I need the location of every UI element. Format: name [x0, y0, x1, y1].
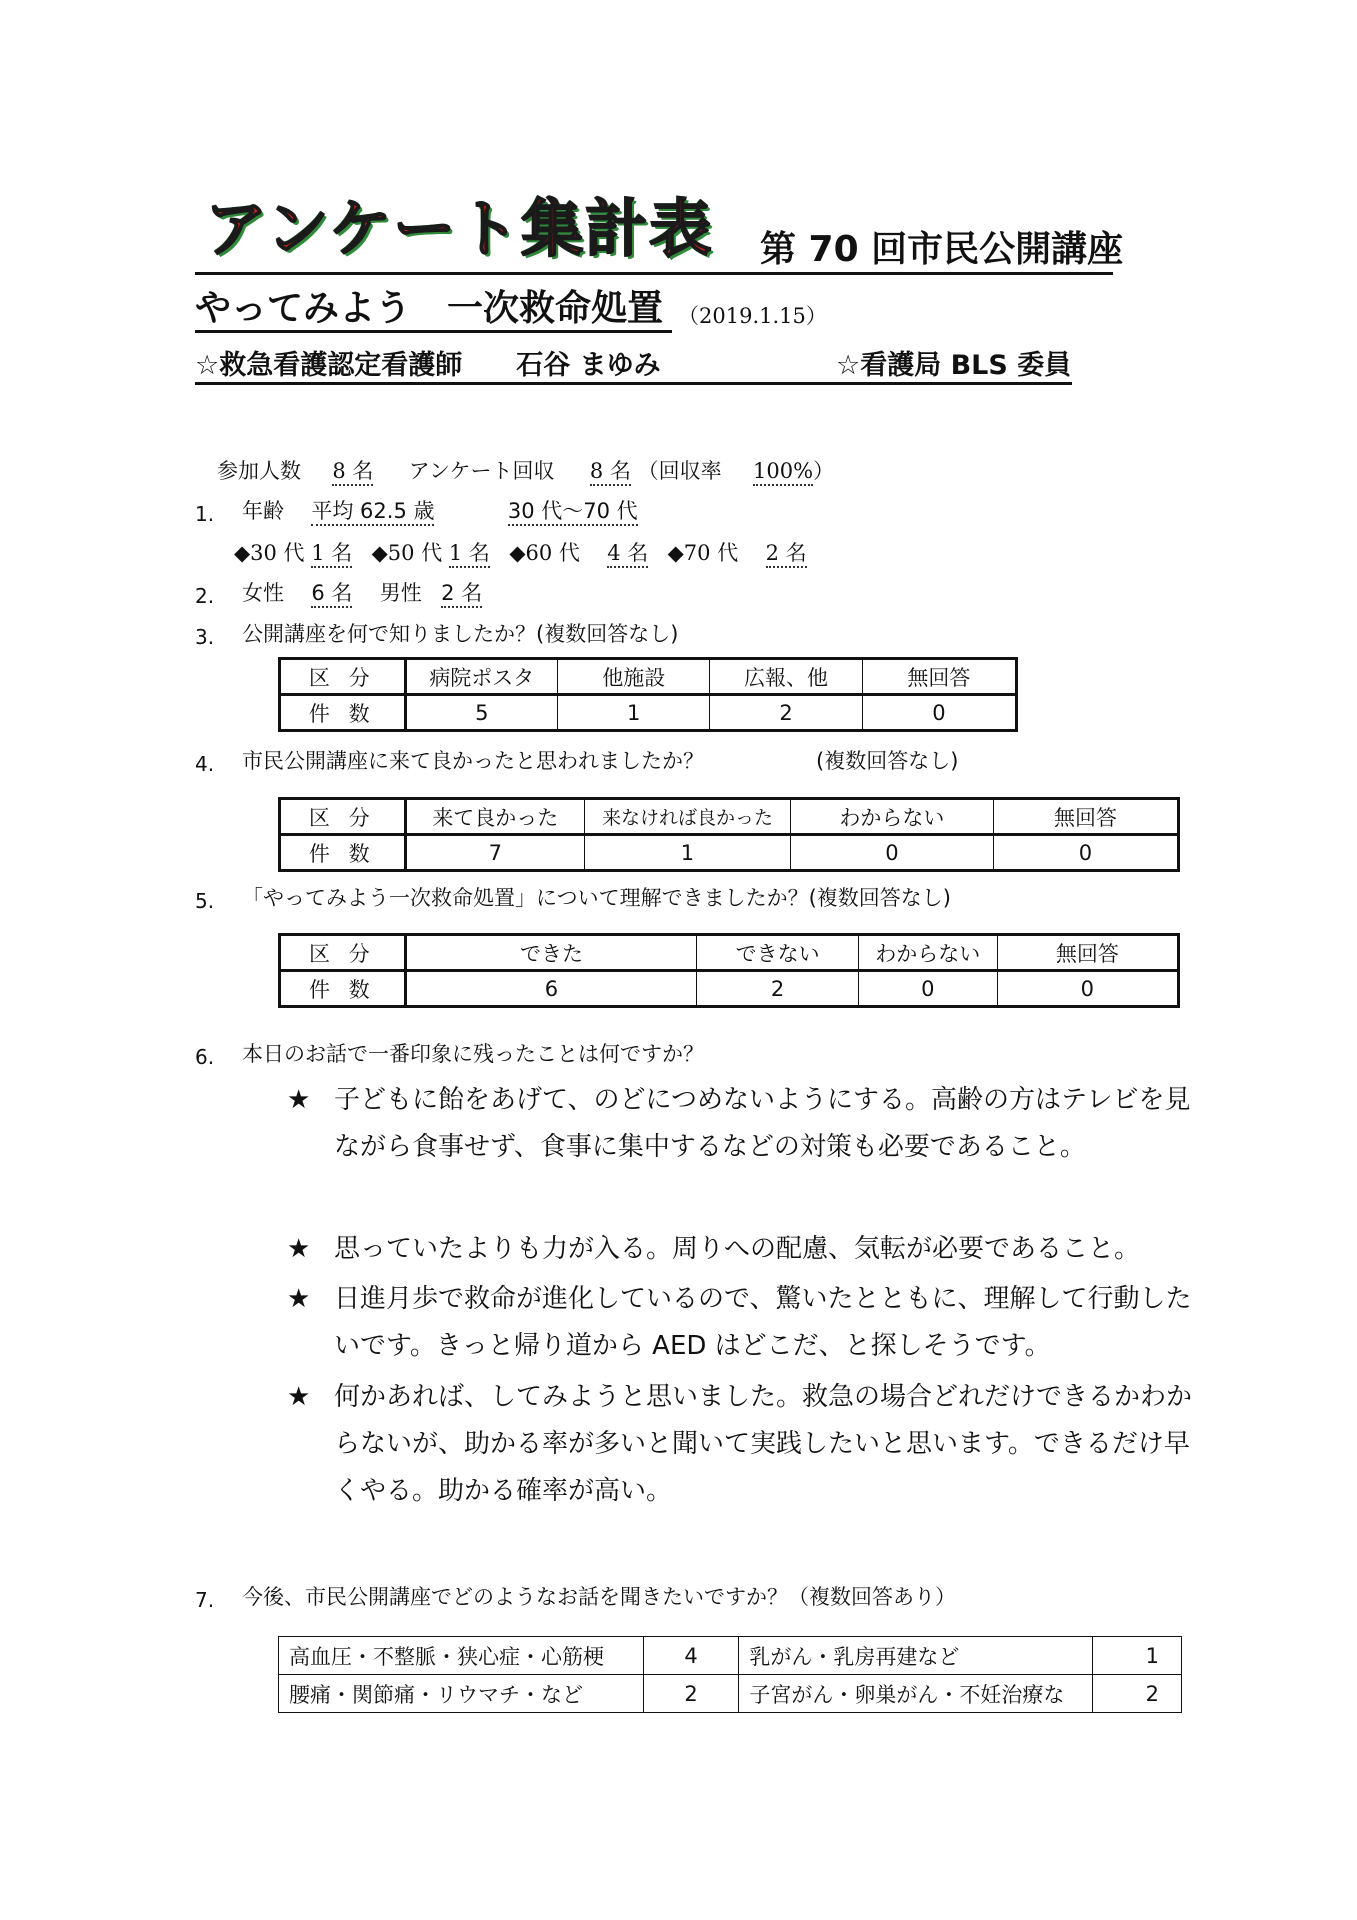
rate-close: ）	[813, 459, 835, 483]
main-title: アンケート集計表	[205, 192, 714, 265]
q5-count-label: 件 数	[280, 971, 406, 1007]
course-underline	[195, 330, 672, 333]
q6-answer-4	[287, 1374, 1194, 1515]
q1-line	[242, 501, 638, 522]
q3-question: 公開講座を何で知りましたか？(複数回答なし)	[242, 622, 679, 646]
q2-male-label: 男性	[379, 581, 422, 605]
q1-age-30: ◆30 代	[234, 541, 305, 565]
lecturer-underline	[195, 382, 1072, 385]
q1-average: 平均 62.5 歳	[311, 499, 434, 526]
star-icon: ★	[287, 1085, 311, 1115]
course-date: （2019.1.15）	[678, 304, 827, 328]
q1-age-30-value: 1 名	[311, 541, 352, 568]
q7-row1-b-label: 乳がん・乳房再建など	[739, 1637, 1093, 1675]
q1-age-60-value: 4 名	[607, 541, 648, 568]
q6-number: 6.	[195, 1045, 215, 1069]
q3-count-label: 件 数	[280, 695, 406, 731]
q6-answer-4-text: 何かあれば、してみようと思いました。救急の場合どれだけできるかわからないが、助かる率が多いと聞いて実践したいと思います。できるだけ早くやる。助かる確率が高い。	[334, 1382, 1193, 1506]
q3-col-poster: 病院ポスタ	[405, 659, 558, 695]
star-icon: ★	[287, 1382, 311, 1412]
q4-col-unknown: わからない	[790, 799, 993, 835]
lecturer-right: ☆看護局 BLS 委員	[836, 350, 1072, 381]
q4-val-no-answer: 0	[993, 835, 1178, 871]
q1-number: 1.	[195, 502, 215, 526]
q5-val-no-answer: 0	[997, 971, 1178, 1007]
q4-count-label: 件 数	[280, 835, 406, 871]
q5-val-understood: 6	[405, 971, 697, 1007]
q2-male-value: 2 名	[441, 581, 482, 608]
title-underline	[195, 272, 1113, 275]
q6-answer-2	[287, 1226, 1194, 1273]
q7-row2-a-label: 腰痛・関節痛・リウマチ・など	[279, 1675, 644, 1713]
q5-number: 5.	[195, 889, 215, 913]
q3-col-pr: 広報、他	[710, 659, 862, 695]
q1-label: 年齢	[242, 499, 284, 523]
q3-val-no-answer: 0	[862, 695, 1016, 731]
course-title: やってみよう 一次救命処置	[195, 288, 664, 329]
q1-age-70-value: 2 名	[766, 541, 807, 568]
q3-number: 3.	[195, 625, 215, 649]
q4-col-regret: 来なければ良かった	[585, 799, 791, 835]
q4-col-no-answer: 無回答	[993, 799, 1178, 835]
q1-age-50: ◆50 代	[371, 541, 443, 565]
q7-row2-a-value: 2	[643, 1675, 739, 1713]
q4-table	[278, 797, 1180, 872]
collected-label: アンケート回収	[408, 459, 555, 483]
q6-answer-1	[287, 1077, 1194, 1171]
q2-line	[242, 583, 482, 604]
q4-val-unknown: 0	[790, 835, 993, 871]
q4-head-label: 区 分	[280, 799, 406, 835]
q5-table	[278, 933, 1180, 1008]
q3-col-other-facility: 他施設	[558, 659, 710, 695]
q5-val-unknown: 0	[858, 971, 997, 1007]
q6-answer-2-text: 思っていたよりも力が入る。周りへの配慮、気転が必要であること。	[334, 1234, 1141, 1264]
q2-female-value: 6 名	[311, 581, 352, 608]
q5-col-unknown: わからない	[858, 935, 997, 971]
q7-question: 今後、市民公開講座でどのようなお話を聞きたいですか？（複数回答あり）	[242, 1585, 956, 1609]
q4-val-glad: 7	[405, 835, 585, 871]
q5-col-not-understood: できない	[697, 935, 859, 971]
q5-question: 「やってみよう一次救命処置」について理解できましたか？(複数回答なし)	[242, 886, 951, 910]
q7-row2-b-value: 2	[1093, 1675, 1182, 1713]
q6-answer-3	[287, 1276, 1194, 1370]
q5-col-no-answer: 無回答	[997, 935, 1178, 971]
q7-row1-a-label: 高血圧・不整脈・狭心症・心筋梗	[279, 1637, 644, 1675]
q1-age-60: ◆60 代	[509, 541, 580, 565]
q2-number: 2.	[195, 584, 215, 608]
q6-answer-3-text: 日進月歩で救命が進化しているので、驚いたとともに、理解して行動したいです。きっと帰り道から AED はどこだ、と探しそうです。	[334, 1284, 1192, 1361]
q1-age-70: ◆70 代	[667, 541, 739, 565]
q3-val-pr: 2	[710, 695, 862, 731]
q7-table	[278, 1636, 1182, 1713]
table-row	[279, 1675, 1182, 1713]
q4-val-regret: 1	[585, 835, 791, 871]
q5-val-not-understood: 2	[697, 971, 859, 1007]
participants-label: 参加人数	[217, 459, 301, 483]
star-icon: ★	[287, 1284, 311, 1314]
lecturer-left: ☆救急看護認定看護師 石谷 まゆみ	[195, 350, 661, 381]
q3-val-other-facility: 1	[558, 695, 710, 731]
q2-female-label: 女性	[242, 581, 284, 605]
event-title: 第 70 回市民公開講座	[760, 229, 1124, 270]
q5-head-label: 区 分	[280, 935, 406, 971]
q7-number: 7.	[195, 1588, 215, 1612]
q4-number: 4.	[195, 752, 215, 776]
q3-table	[278, 657, 1018, 732]
q1-age-50-value: 1 名	[449, 541, 490, 568]
collected-value: 8 名	[590, 459, 631, 486]
q3-val-poster: 5	[405, 695, 558, 731]
participants-value: 8 名	[332, 459, 373, 486]
q4-col-glad: 来て良かった	[405, 799, 585, 835]
star-icon: ★	[287, 1234, 311, 1264]
q7-row1-b-value: 1	[1093, 1637, 1182, 1675]
table-row	[279, 1637, 1182, 1675]
q6-question: 本日のお話で一番印象に残ったことは何ですか？	[242, 1042, 704, 1066]
q1-breakdown	[234, 543, 807, 564]
q4-note: (複数回答なし)	[816, 749, 959, 773]
rate-open: （回収率	[637, 459, 722, 483]
q4-question: 市民公開講座に来て良かったと思われましたか？	[242, 749, 704, 773]
rate-value: 100%	[753, 459, 813, 486]
q5-col-understood: できた	[405, 935, 697, 971]
q7-row1-a-value: 4	[643, 1637, 739, 1675]
q3-head-label: 区 分	[280, 659, 406, 695]
q3-col-no-answer: 無回答	[862, 659, 1016, 695]
q1-range: 30 代～70 代	[508, 499, 638, 526]
summary-line	[217, 461, 834, 482]
q7-row2-b-label: 子宮がん・卵巣がん・不妊治療な	[739, 1675, 1093, 1713]
q6-answer-1-text: 子どもに飴をあげて、のどにつめないようにする。高齢の方はテレビを見ながら食事せず、食事に集中するなどの対策も必要であること。	[334, 1085, 1191, 1162]
